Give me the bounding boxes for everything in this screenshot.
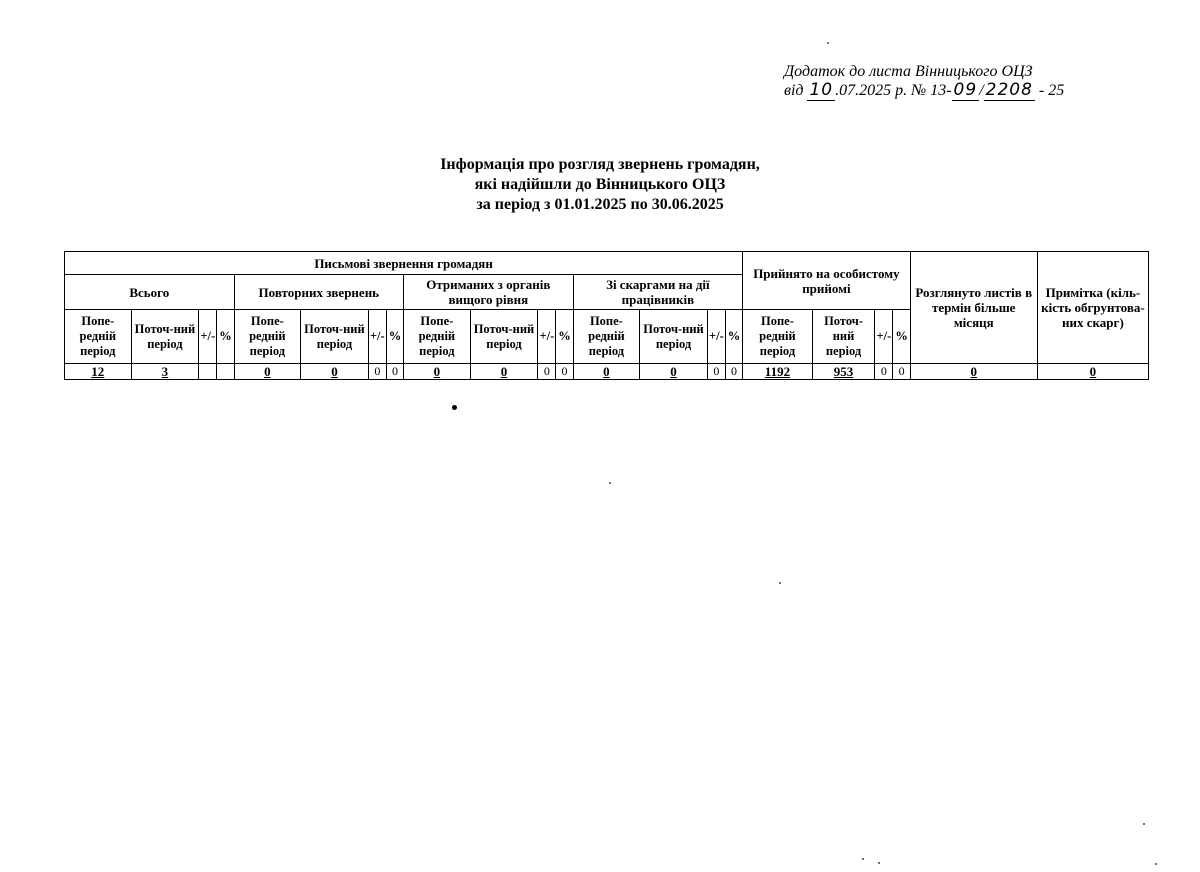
col-prev-period: Попе-редній період [404,310,471,364]
report-table [64,251,1149,380]
handwritten-day: 10 [809,80,834,100]
repeated-group-header: Повторних звернень [234,275,404,310]
scan-speck [878,862,880,864]
col-pct: % [556,310,573,364]
repeated-curr-value: 0 [301,364,369,380]
table-row [65,364,1149,380]
col-curr-period: Поточ-ний період [301,310,369,364]
reviewed-over-month-header: Розглянуто листів в термін більше місяця [910,252,1037,364]
complaints-pct-value: 0 [725,364,742,380]
written-appeals-header: Письмові звернення громадян [65,252,743,275]
personal-prev-value: 1192 [743,364,813,380]
scan-speck [609,482,611,484]
scan-speck [779,582,781,584]
title-line-2: які надійшли до Вінницького ОЦЗ [474,176,726,193]
complaints-prev-value: 0 [573,364,640,380]
total-prev-value: 12 [65,364,132,380]
title-line-3: за період з 01.01.2025 по 30.06.2025 [476,196,724,213]
appendix-note [784,62,1064,101]
col-curr-period: Поточ-ний період [131,310,199,364]
personal-pct-value: 0 [893,364,910,380]
col-diff: +/- [368,310,386,364]
personal-diff-value: 0 [875,364,893,380]
appendix-note-line1: Додаток до листа Вінницького ОЦЗ [784,63,1033,80]
total-curr-value: 3 [131,364,199,380]
complaints-diff-value: 0 [707,364,725,380]
handwritten-number-1: 09 [953,80,978,100]
col-pct: % [217,310,234,364]
total-group-header: Всього [65,275,235,310]
number-slash: / [979,82,984,99]
scan-speck [1143,823,1145,825]
col-diff: +/- [875,310,893,364]
scan-speck [452,405,457,410]
col-curr-period: Поточ-ний період [470,310,538,364]
col-prev-period: Попе-редній період [573,310,640,364]
appendix-number-suffix: - 25 [1034,82,1065,99]
col-pct: % [386,310,403,364]
col-curr-period: Поточ-ний період [812,310,875,364]
scan-speck [862,858,864,860]
col-diff: +/- [707,310,725,364]
col-prev-period: Попе-редній період [65,310,132,364]
document-title [0,155,1200,215]
scan-speck [1155,863,1157,865]
appendix-note-line2 [784,81,1064,101]
higher-diff-value: 0 [538,364,556,380]
col-curr-period: Поточ-ний період [640,310,708,364]
appendix-date-middle: .07.2025 р. № 13- [835,82,952,99]
appendix-date-prefix: від [784,82,808,99]
scan-speck [827,42,829,44]
col-pct: % [725,310,742,364]
complaints-curr-value: 0 [640,364,708,380]
col-diff: +/- [538,310,556,364]
repeated-pct-value: 0 [386,364,403,380]
personal-curr-value: 953 [812,364,875,380]
total-pct-value [217,364,234,380]
higher-curr-value: 0 [470,364,538,380]
col-prev-period: Попе-редній період [743,310,813,364]
higher-prev-value: 0 [404,364,471,380]
repeated-diff-value: 0 [368,364,386,380]
handwritten-number-2: 2208 [985,80,1033,100]
personal-reception-header: Прийнято на особистому прийомі [743,252,911,310]
higher-pct-value: 0 [556,364,573,380]
col-prev-period: Попе-редній період [234,310,301,364]
title-line-1: Інформація про розгляд звернень громадян, [440,156,760,173]
higher-level-group-header: Отриманих з органів вищого рівня [404,275,574,310]
note-header: Примітка (кіль-кість обгрунтова-них скарг) [1037,252,1148,364]
note-value: 0 [1037,364,1148,380]
reviewed-value: 0 [910,364,1037,380]
repeated-prev-value: 0 [234,364,301,380]
col-pct: % [893,310,910,364]
col-diff: +/- [199,310,217,364]
complaints-group-header: Зі скаргами на дії працівників [573,275,743,310]
total-diff-value [199,364,217,380]
